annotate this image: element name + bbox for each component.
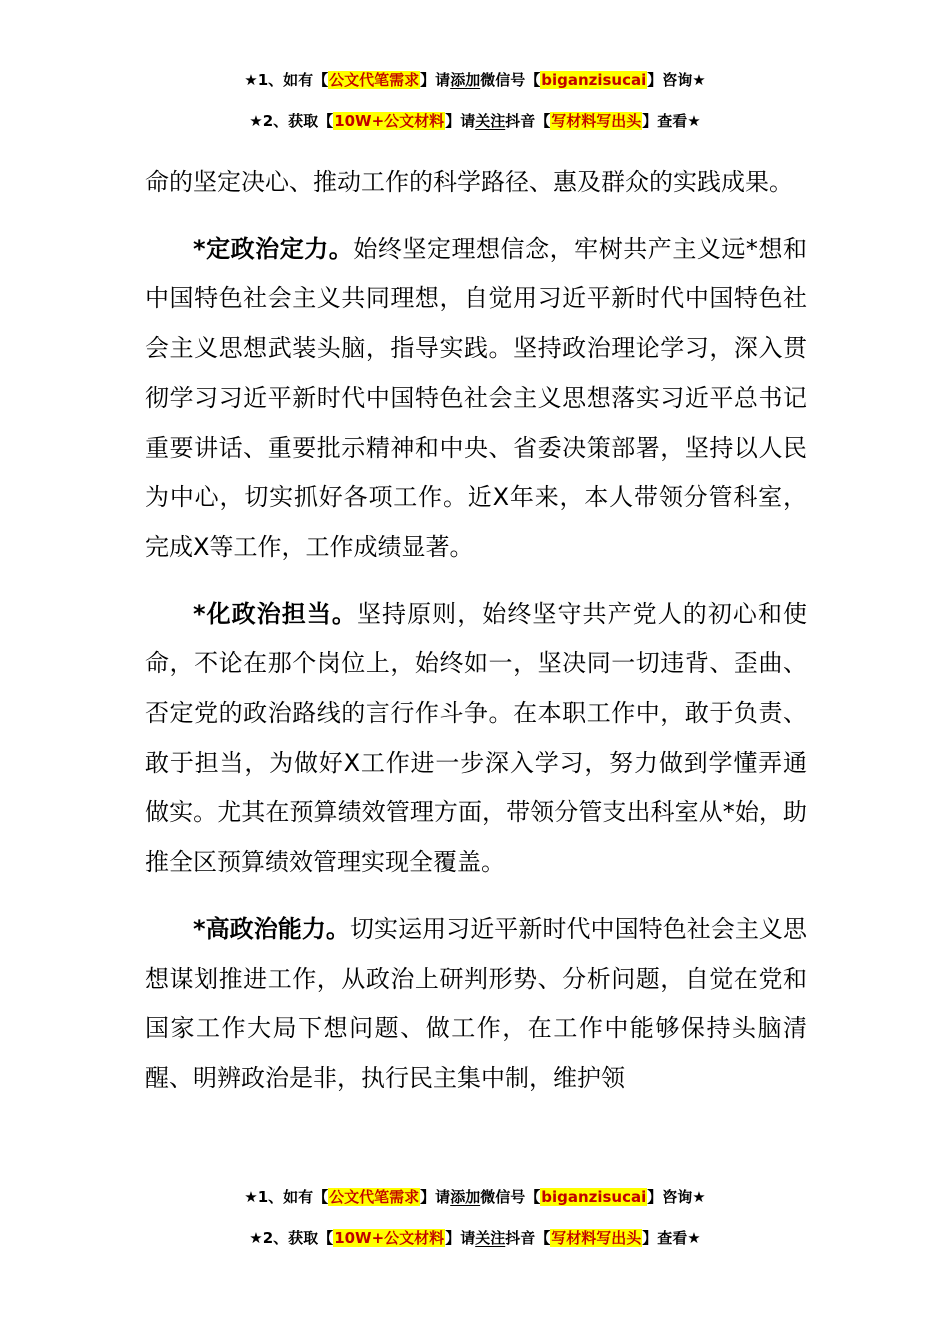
ad-prefix: ★2、获取【: [249, 1229, 334, 1247]
paragraph-heading: *化政治担当。: [193, 599, 357, 628]
ad-suffix: 】咨询★: [647, 71, 706, 89]
ad-underline: 关注: [475, 1229, 506, 1247]
paragraph-political-responsibility: [145, 590, 807, 888]
ad-text: 】请: [445, 112, 476, 130]
ad-wechat-id: biganzisucai: [541, 71, 647, 89]
ad-underline: 添加: [450, 71, 481, 89]
ad-prefix: ★1、如有【: [244, 71, 329, 89]
ad-highlight: 公文代笔需求: [329, 71, 420, 89]
document-body: [145, 158, 807, 1121]
paragraph-text: 切实运用习近平新时代中国特色社会主义思想谋划推进工作，从政治上研判形势、分析问题，自觉在党和国家工作大局下想问题、做工作，在工作中能够保持头脑清醒、明辨政治是非，执行民主集中制，维护领: [145, 914, 807, 1092]
ad-highlight: 10W+公文材料: [334, 112, 445, 130]
ad-douyin-id: 写材料写出头: [551, 112, 642, 130]
header-ad-line-2: [0, 111, 950, 131]
ad-highlight: 公文代笔需求: [329, 1188, 420, 1206]
paragraph-heading: *高政治能力。: [193, 914, 350, 943]
paragraph-heading: *定政治定力。: [193, 234, 354, 263]
ad-text: 】请: [420, 71, 451, 89]
header-ad-line-1: [0, 70, 950, 90]
ad-highlight: 10W+公文材料: [334, 1229, 445, 1247]
ad-prefix: ★1、如有【: [244, 1188, 329, 1206]
paragraph-text: 始终坚定理想信念，牢树共产主义远*想和中国特色社会主义共同理想，自觉用习近平新时代中国特色社会主义思想武装头脑，指导实践。坚持政治理论学习，深入贯彻学习习近平新时代中国特色社会主义思想落实习近平总书记重要讲话、重要批示精神和中央、省委决策部署，坚持以人民为中心，切实抓好各项工作。近X年来，本人带领分管科室，完成X等工作，工作成绩显著。: [145, 234, 808, 561]
footer-ad-line-2: [0, 1228, 950, 1248]
paragraph-text: 坚持原则，始终坚守共产党人的初心和使命，不论在那个岗位上，始终如一，坚决同一切违背、歪曲、否定党的政治路线的言行作斗争。在本职工作中，敢于负责、敢于担当，为做好X工作进一步深入学习，努力做到学懂弄通做实。尤其在预算绩效管理方面，带领分管支出科室从*始，助推全区预算绩效管理实现全覆盖。: [145, 599, 808, 877]
ad-douyin-id: 写材料写出头: [551, 1229, 642, 1247]
ad-suffix: 】查看★: [642, 1229, 701, 1247]
ad-text: 】请: [420, 1188, 451, 1206]
paragraph-political-resolve: [145, 225, 807, 573]
ad-suffix: 】查看★: [642, 112, 701, 130]
ad-text: 微信号【: [480, 1188, 541, 1206]
ad-text: 抖音【: [505, 112, 551, 130]
ad-text: 抖音【: [505, 1229, 551, 1247]
ad-prefix: ★2、获取【: [249, 112, 334, 130]
ad-text: 微信号【: [480, 71, 541, 89]
ad-suffix: 】咨询★: [647, 1188, 706, 1206]
ad-underline: 关注: [475, 112, 506, 130]
ad-wechat-id: biganzisucai: [541, 1188, 647, 1206]
paragraph-political-ability: [145, 905, 807, 1104]
ad-text: 】请: [445, 1229, 476, 1247]
ad-underline: 添加: [450, 1188, 481, 1206]
footer-ad-line-1: [0, 1187, 950, 1207]
paragraph-continuation: 命的坚定决心、推动工作的科学路径、惠及群众的实践成果。: [145, 168, 793, 196]
